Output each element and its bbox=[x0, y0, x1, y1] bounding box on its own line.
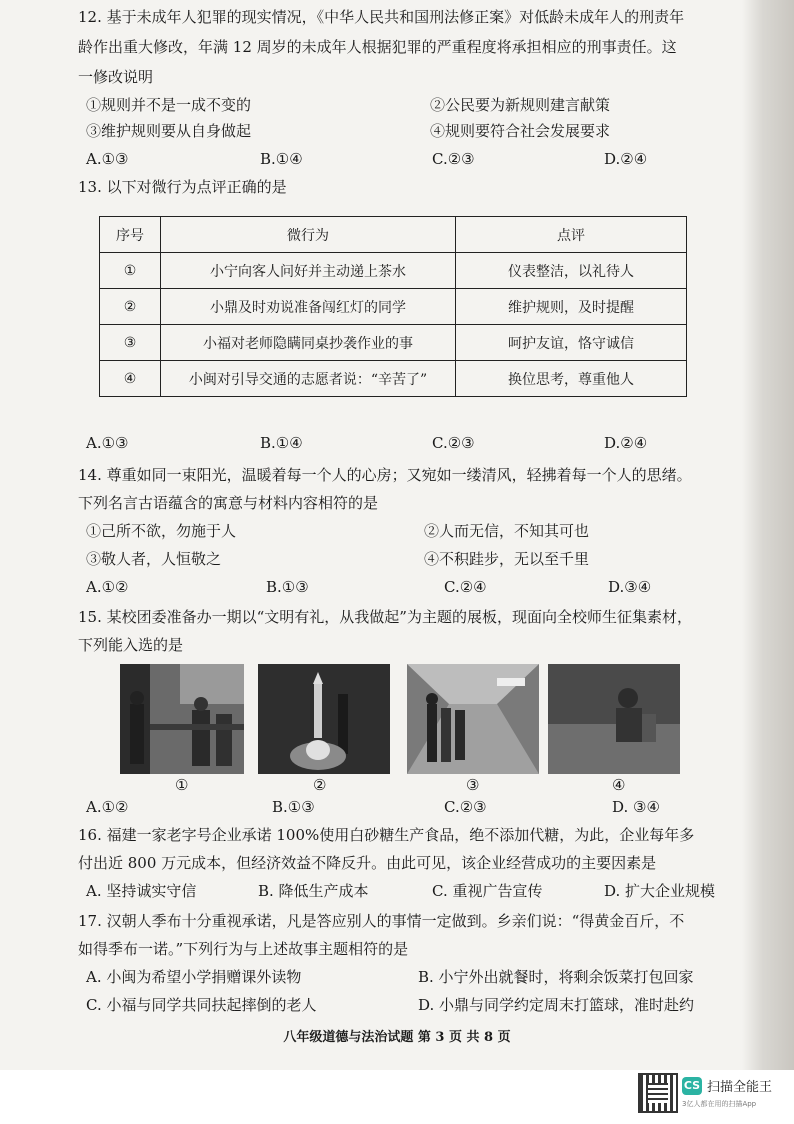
pic-label-2: ② bbox=[313, 776, 327, 794]
camscanner-logo-icon: CS bbox=[682, 1077, 702, 1095]
table-cell: 换位思考，尊重他人 bbox=[456, 361, 687, 397]
q15-option-b: B.①③ bbox=[272, 798, 315, 816]
pic-label-4: ④ bbox=[612, 776, 626, 794]
table-cell: ② bbox=[100, 289, 161, 325]
q13-option-b: B.①④ bbox=[260, 434, 303, 452]
pic-label-1: ① bbox=[175, 776, 189, 794]
table-row bbox=[100, 361, 687, 397]
q15-option-a: A.①② bbox=[86, 798, 129, 816]
q16-option-c: C. 重视广告宣传 bbox=[432, 882, 543, 900]
q15-option-c: C.②③ bbox=[444, 798, 487, 816]
table-cell: 呵护友谊，恪守诚信 bbox=[456, 325, 687, 361]
q12-line-1: 12. 基于未成年人犯罪的现实情况，《中华人民共和国刑法修正案》对低龄未成年人的刑责年 bbox=[78, 8, 685, 26]
q12-item-2: ②公民要为新规则建言献策 bbox=[430, 96, 611, 114]
camscanner-tagline: 3亿人都在用的扫描App bbox=[682, 1100, 757, 1108]
table-cell: 仪表整洁，以礼待人 bbox=[456, 253, 687, 289]
q12-item-3: ③维护规则要从自身做起 bbox=[86, 122, 252, 140]
q12-item-1: ①规则并不是一成不变的 bbox=[86, 96, 252, 114]
table-cell: ③ bbox=[100, 325, 161, 361]
q14-option-d: D.③④ bbox=[608, 578, 652, 596]
q14-option-a: A.①② bbox=[86, 578, 129, 596]
q12-option-a: A.①③ bbox=[86, 150, 129, 168]
q13-option-a: A.①③ bbox=[86, 434, 129, 452]
page-shadow-edge bbox=[742, 0, 794, 1070]
pic-label-3: ③ bbox=[466, 776, 480, 794]
q14-item-2: ②人而无信，不知其可也 bbox=[424, 522, 590, 540]
q16-option-b: B. 降低生产成本 bbox=[258, 882, 369, 900]
q14-item-4: ④不积跬步，无以至千里 bbox=[424, 550, 590, 568]
q17-line-2: 如得季布一诺。”下列行为与上述故事主题相符的是 bbox=[78, 940, 409, 958]
q15-option-d: D. ③④ bbox=[612, 798, 660, 816]
q12-option-d: D.②④ bbox=[604, 150, 648, 168]
table-row bbox=[100, 325, 687, 361]
table-row bbox=[100, 289, 687, 325]
q17-option-d: D. 小鼎与同学约定周末打篮球，准时赴约 bbox=[418, 996, 695, 1014]
q15-line-2: 下列能入选的是 bbox=[78, 636, 184, 654]
q17-line-1: 17. 汉朝人季布十分重视承诺，凡是答应别人的事情一定做到。乡亲们说：“得黄金百斤，不 bbox=[78, 912, 685, 930]
q12-line-2: 龄作出重大修改，年满 12 周岁的未成年人根据犯罪的严重程度将承担相应的刑事责任。这 bbox=[78, 38, 677, 56]
q16-line-1: 16. 福建一家老字号企业承诺 100%使用白砂糖生产食品，绝不添加代糖，为此，企业每年多 bbox=[78, 826, 695, 844]
q12-item-4: ④规则要符合社会发展要求 bbox=[430, 122, 611, 140]
table-header-index: 序号 bbox=[100, 217, 161, 253]
photo-rocket-launch bbox=[258, 664, 390, 774]
table-row bbox=[100, 253, 687, 289]
table-header-behavior: 微行为 bbox=[161, 217, 456, 253]
q17-option-c: C. 小福与同学共同扶起摔倒的老人 bbox=[86, 996, 317, 1014]
table-cell: 小福对老师隐瞒同桌抄袭作业的事 bbox=[161, 325, 456, 361]
table-cell: 小宁向客人问好并主动递上茶水 bbox=[161, 253, 456, 289]
q13-table bbox=[99, 216, 687, 397]
table-cell: 维护规则，及时提醒 bbox=[456, 289, 687, 325]
q17-option-b: B. 小宁外出就餐时，将剩余饭菜打包回家 bbox=[418, 968, 694, 986]
q14-item-1: ①己所不欲，勿施于人 bbox=[86, 522, 237, 540]
q14-option-b: B.①③ bbox=[266, 578, 309, 596]
q16-line-2: 付出近 800 万元成本，但经济效益不降反升。由此可见，该企业经营成功的主要因素是 bbox=[78, 854, 657, 872]
table-header-comment: 点评 bbox=[456, 217, 687, 253]
q14-item-3: ③敬人者，人恒敬之 bbox=[86, 550, 222, 568]
q14-option-c: C.②④ bbox=[444, 578, 487, 596]
table-cell: ① bbox=[100, 253, 161, 289]
q17-option-a: A. 小闽为希望小学捐赠课外读物 bbox=[86, 968, 302, 986]
table-cell: 小鼎及时劝说准备闯红灯的同学 bbox=[161, 289, 456, 325]
photo-pedestrian-bridge bbox=[120, 664, 244, 774]
q15-line-1: 15. 某校团委准备办一期以“文明有礼，从我做起”为主题的展板，现面向全校师生征集素材， bbox=[78, 608, 692, 626]
q16-option-d: D. 扩大企业规模 bbox=[604, 882, 716, 900]
q14-line-2: 下列名言古语蕴含的寓意与材料内容相符的是 bbox=[78, 494, 379, 512]
page-footer: 八年级道德与法治试题 第 3 页 共 8 页 bbox=[283, 1030, 511, 1045]
qr-code-icon bbox=[638, 1073, 678, 1113]
q13-option-d: D.②④ bbox=[604, 434, 648, 452]
q13-option-c: C.②③ bbox=[432, 434, 475, 452]
q13-stem: 13. 以下对微行为点评正确的是 bbox=[78, 178, 287, 196]
photo-subway-station bbox=[407, 664, 539, 774]
q16-option-a: A. 坚持诚实守信 bbox=[86, 882, 197, 900]
camscanner-name: 扫描全能王 bbox=[707, 1080, 773, 1095]
photo-person-field bbox=[548, 664, 680, 774]
table-cell: 小闽对引导交通的志愿者说：“辛苦了” bbox=[161, 361, 456, 397]
q12-option-c: C.②③ bbox=[432, 150, 475, 168]
q12-line-3: 一修改说明 bbox=[78, 68, 154, 86]
table-cell: ④ bbox=[100, 361, 161, 397]
q14-line-1: 14. 尊重如同一束阳光，温暖着每一个人的心房；又宛如一缕清风，轻拂着每一个人的思绪。 bbox=[78, 466, 692, 484]
q12-option-b: B.①④ bbox=[260, 150, 303, 168]
